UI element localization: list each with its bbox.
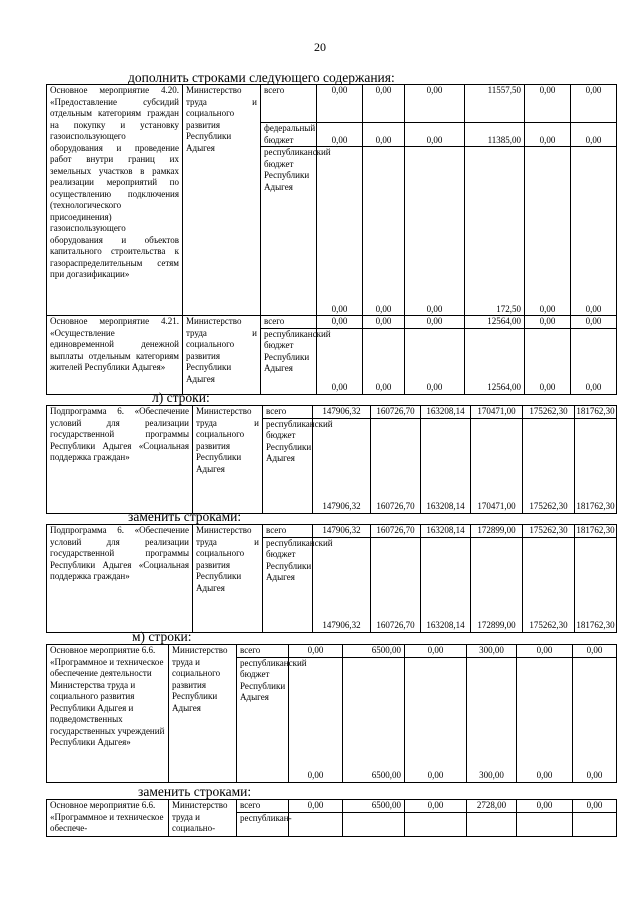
value-cell: 12564,00	[465, 328, 525, 394]
event-cell: Основное мероприятие 4.20. «Предоставление субсидий отдельным категориям граждан на покупку и установку газоиспользующего оборудования и проведение работ внутри границ их земельных участков в рамках реализации мероприятий по осуществлению подключения (технологического присоединения) газоиспользующего оборудования и объектов капитального строительства к газораспределительным сетям при догазификации»	[47, 85, 183, 316]
value-cell: 0,00	[405, 316, 465, 329]
value-cell: 0,00	[571, 147, 617, 316]
value-cell: 0,00	[573, 800, 617, 813]
page-number: 20	[314, 40, 326, 54]
value-cell: 0,00	[571, 123, 617, 147]
source-label: республиканский бюджет Республики Адыгея	[237, 657, 289, 782]
value-cell: 0,00	[289, 800, 343, 813]
source-label: республиканский бюджет Республики Адыгея	[263, 537, 313, 632]
executor-cell: Министерство труда и социально-	[169, 800, 237, 837]
value-cell: 175262,30	[523, 406, 575, 419]
value-cell: 160726,70	[371, 537, 421, 632]
value-cell: 172899,00	[471, 537, 523, 632]
table-replace-rows	[46, 524, 617, 633]
table-row	[47, 525, 617, 538]
value-cell: 0,00	[517, 645, 573, 658]
section-heading-add-rows: дополнить строками следующего содержания:	[128, 70, 395, 85]
executor-cell: Министерство труда и социального развития Республики Адыгея	[193, 406, 263, 514]
value-cell	[573, 812, 617, 836]
source-label: всего	[237, 800, 289, 813]
table-replace-rows-2	[46, 799, 617, 837]
source-label: всего	[261, 316, 317, 329]
value-cell: 172899,00	[471, 525, 523, 538]
value-cell: 0,00	[571, 316, 617, 329]
section-heading-l-rows: л) строки:	[152, 390, 210, 405]
value-cell: 0,00	[405, 85, 465, 123]
value-cell: 0,00	[363, 316, 405, 329]
value-cell: 0,00	[525, 328, 571, 394]
value-cell: 0,00	[405, 328, 465, 394]
value-cell: 0,00	[517, 800, 573, 813]
value-cell: 0,00	[525, 316, 571, 329]
value-cell: 11385,00	[465, 123, 525, 147]
source-label: республикан-	[237, 812, 289, 836]
event-cell: Основное мероприятие 4.21. «Осуществление единовременной денежной выплаты отдельным категориям жителей Республики Адыгея»	[47, 316, 183, 395]
source-label: федеральный бюджет	[261, 123, 317, 147]
value-cell: 6500,00	[343, 645, 405, 658]
executor-cell: Министерство труда и социального развития Республики Адыгея	[193, 525, 263, 633]
executor-cell: Министерство труда и социального развития Республики Адыгея	[183, 85, 261, 316]
value-cell: 0,00	[571, 328, 617, 394]
value-cell: 0,00	[525, 123, 571, 147]
value-cell: 0,00	[289, 645, 343, 658]
value-cell: 11557,50	[465, 85, 525, 123]
value-cell: 163208,14	[421, 537, 471, 632]
event-cell: Основное мероприятие 6.6. «Программное и техническое обеспечение деятельности Министерства труда и социального развития Республики Адыгея и подведомственных государственных учреждений Республики Адыгея»	[47, 645, 169, 783]
value-cell: 0,00	[317, 328, 363, 394]
value-cell: 181762,30	[576, 406, 615, 416]
source-label: всего	[263, 406, 313, 419]
value-cell: 0,00	[363, 85, 405, 123]
value-cell: 0,00	[525, 147, 571, 316]
value-cell: 147906,32	[313, 537, 371, 632]
table-row	[47, 316, 617, 329]
value-cell	[343, 812, 405, 836]
section-heading-replace-rows: заменить строками:	[128, 509, 242, 524]
table-row	[47, 406, 617, 419]
value-cell: 0,00	[405, 800, 467, 813]
event-cell: Основное мероприятие 6.6. «Программное и техническое обеспече-	[47, 800, 169, 837]
executor-cell: Министерство труда и социального развития Республики Адыгея	[169, 645, 237, 783]
value-cell: 175262,30	[523, 525, 575, 538]
value-cell: 163208,14	[421, 406, 471, 419]
value-cell: 0,00	[573, 645, 617, 658]
table-add-rows	[46, 84, 617, 395]
value-cell: 0,00	[405, 645, 467, 658]
source-label: всего	[263, 525, 313, 538]
value-cell	[289, 812, 343, 836]
value-cell: 175262,30	[523, 537, 575, 632]
table-m-rows	[46, 644, 617, 783]
value-cell: 0,00	[517, 657, 573, 782]
section-heading-m-rows: м) строки:	[132, 629, 192, 644]
source-label: республиканский бюджет Республики Адыгея	[263, 418, 313, 513]
value-cell: 0,00	[317, 85, 363, 123]
value-cell: 0,00	[363, 147, 405, 316]
value-cell	[467, 812, 517, 836]
value-cell: 300,00	[467, 657, 517, 782]
value-cell: 0,00	[363, 328, 405, 394]
value-cell: 147906,32	[313, 418, 371, 513]
value-cell: 12564,00	[465, 316, 525, 329]
value-cell	[405, 812, 467, 836]
source-label: всего	[261, 85, 317, 123]
value-cell: 172,50	[465, 147, 525, 316]
source-label: всего	[237, 645, 289, 658]
value-cell: 0,00	[317, 316, 363, 329]
event-cell: Подпрограмма 6. «Обеспечение условий для реализации государственной программы Республики Адыгея «Социальная поддержка граждан»	[47, 406, 193, 514]
value-cell: 0,00	[525, 85, 571, 123]
value-cell: 170471,00	[471, 406, 523, 419]
value-cell: 147906,32	[313, 525, 371, 538]
source-label: республиканский бюджет Республики Адыгея	[261, 147, 317, 316]
value-cell: 160726,70	[371, 418, 421, 513]
value-cell: 175262,30	[523, 418, 575, 513]
table-l-rows	[46, 405, 617, 514]
value-cell: 0,00	[317, 147, 363, 316]
value-cell: 160726,70	[371, 406, 421, 419]
value-cell: 300,00	[467, 645, 517, 658]
table-row	[47, 800, 617, 813]
table-row	[47, 645, 617, 658]
value-cell: 0,00	[289, 657, 343, 782]
value-cell: 0,00	[571, 85, 617, 123]
executor-cell: Министерство труда и социального развития Республики Адыгея	[183, 316, 261, 395]
value-cell: 0,00	[317, 123, 363, 147]
value-cell: 0,00	[405, 147, 465, 316]
value-cell: 0,00	[363, 123, 405, 147]
value-cell: 2728,00	[467, 800, 517, 813]
table-row	[47, 85, 617, 123]
value-cell: 0,00	[405, 657, 467, 782]
value-cell: 181762,30	[576, 525, 615, 535]
event-cell: Подпрограмма 6. «Обеспечение условий для реализации государственной программы Республики Адыгея «Социальная поддержка граждан»	[47, 525, 193, 633]
value-cell: 0,00	[405, 123, 465, 147]
value-cell: 170471,00	[471, 418, 523, 513]
value-cell: 147906,32	[313, 406, 371, 419]
value-cell: 160726,70	[371, 525, 421, 538]
value-cell: 6500,00	[343, 657, 405, 782]
value-cell: 6500,00	[343, 800, 405, 813]
value-cell: 0,00	[573, 657, 617, 782]
value-cell: 163208,14	[421, 418, 471, 513]
value-cell: 181762,30	[575, 537, 617, 632]
value-cell: 181762,30	[575, 418, 617, 513]
section-heading-replace-rows-2: заменить строками:	[138, 784, 252, 799]
source-label: республиканский бюджет Республики Адыгея	[261, 328, 317, 394]
value-cell: 163208,14	[421, 525, 471, 538]
value-cell	[517, 812, 573, 836]
